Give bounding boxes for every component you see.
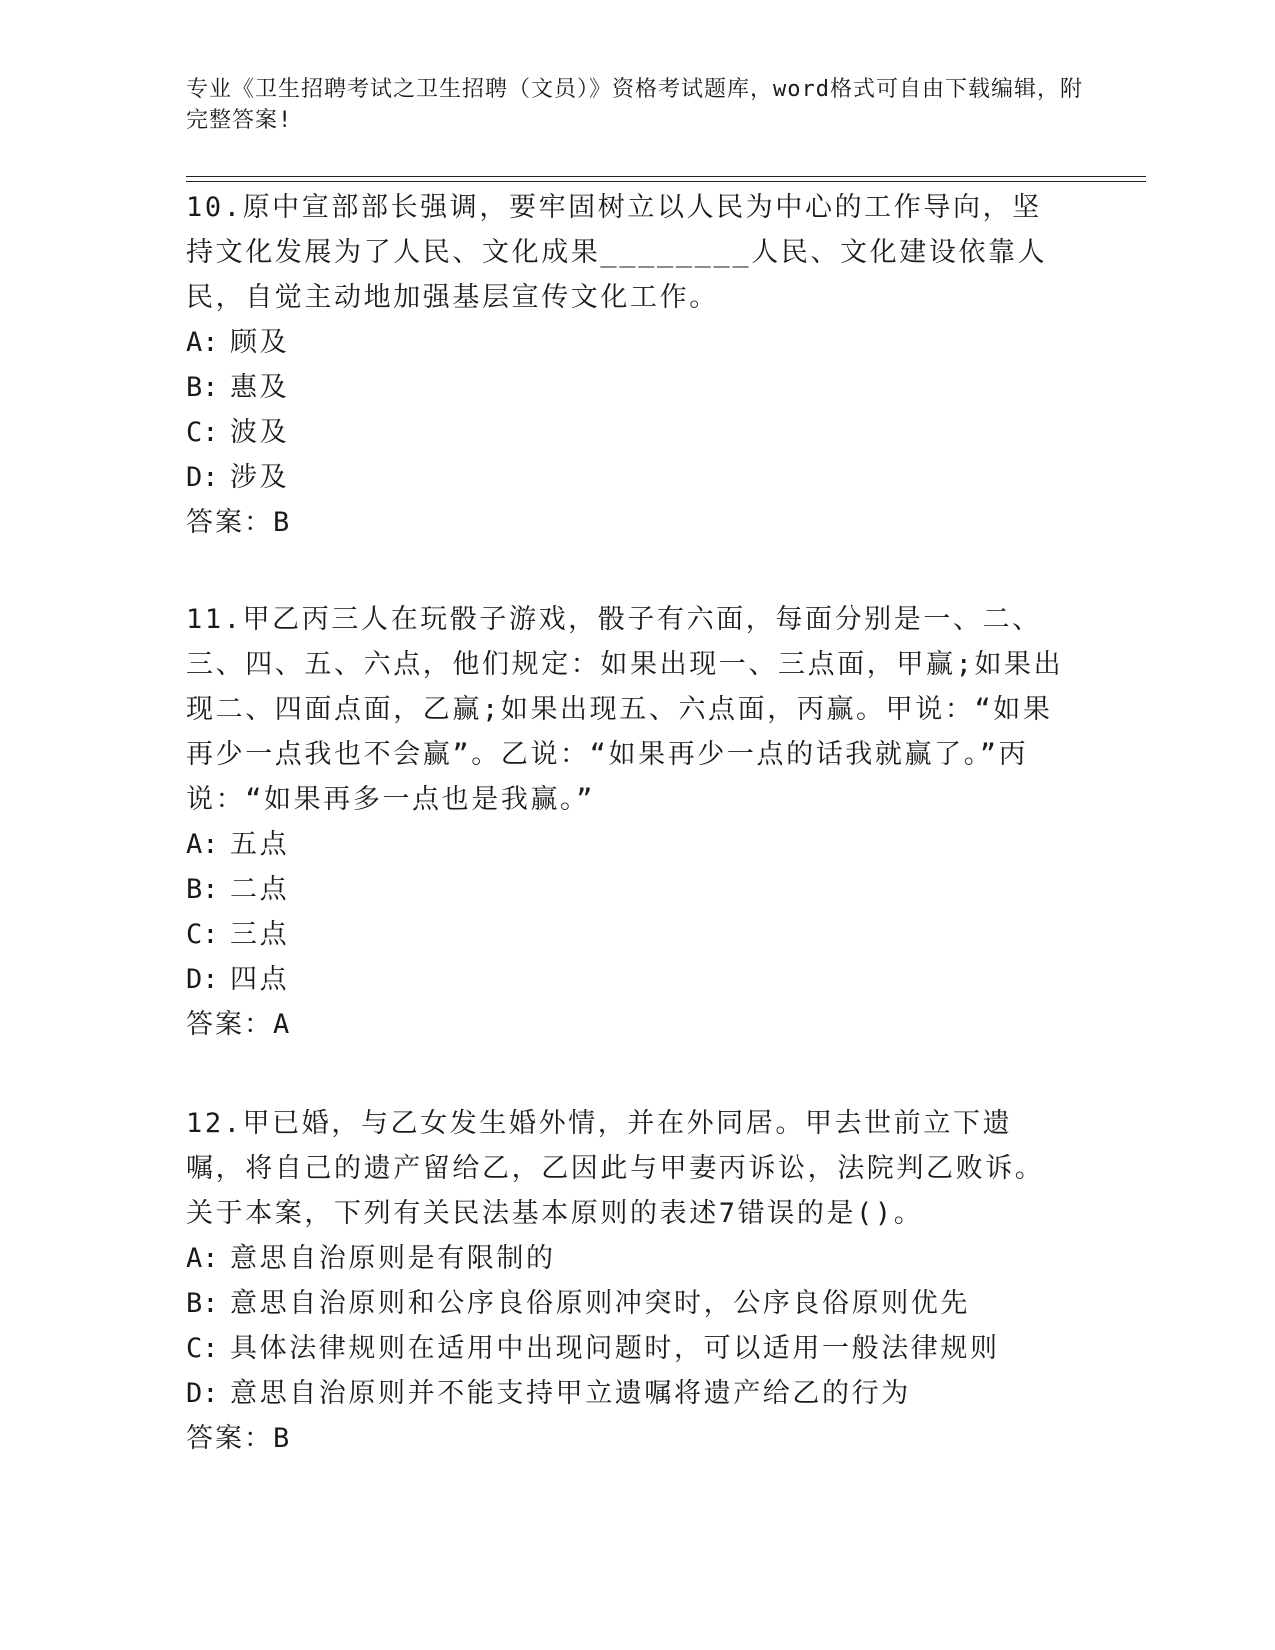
option-text: 惠及 [230,372,290,403]
option-c [186,410,1066,455]
option-d [186,957,1066,1002]
header-divider-top [186,176,1146,177]
document-header: 专业《卫生招聘考试之卫生招聘（文员）》资格考试题库，word格式可自由下载编辑，附完整答案! [186,77,1083,133]
option-c [186,912,1066,957]
question-11 [186,597,1066,1047]
option-d [186,1371,1066,1416]
option-text: 涉及 [230,462,290,493]
option-a [186,822,1066,867]
option-label: B: [186,1288,219,1319]
option-a [186,1236,1066,1281]
option-text: 顾及 [230,327,290,358]
option-label: C: [186,919,219,950]
answer-line: 答案：A [186,1009,292,1040]
answer-line: 答案：B [186,507,292,538]
option-a [186,320,1066,365]
question-stem: 12.甲已婚，与乙女发生婚外情，并在外同居。甲去世前立下遗嘱，将自己的遗产留给乙，乙因此与甲妻丙诉讼，法院判乙败诉。关于本案，下列有关民法基本原则的表述7错误的是()。 [186,1108,1045,1229]
option-label: A: [186,1243,219,1274]
question-12 [186,1101,1066,1461]
option-text: 四点 [230,964,290,995]
option-label: D: [186,462,219,493]
option-text: 二点 [230,874,290,905]
answer-line: 答案：B [186,1423,292,1454]
question-stem: 10.原中宣部部长强调，要牢固树立以人民为中心的工作导向，坚持文化发展为了人民、文化成果________人民、文化建设依靠人民，自觉主动地加强基层宣传文化工作。 [186,192,1048,313]
option-text: 意思自治原则是有限制的 [230,1243,556,1274]
option-label: D: [186,1378,219,1409]
option-label: C: [186,1333,219,1364]
option-label: B: [186,874,219,905]
option-b [186,1281,1066,1326]
option-text: 三点 [230,919,290,950]
option-d [186,455,1066,500]
option-label: D: [186,964,219,995]
question-stem: 11.甲乙丙三人在玩骰子游戏，骰子有六面，每面分别是一、二、三、四、五、六点，他们规定：如果出现一、三点面，甲赢;如果出现二、四面点面，乙赢;如果出现五、六点面，丙赢。甲说：“如果再少一点我也不会赢”。乙说：“如果再少一点的话我就赢了。”丙说：“如果再多一点也是我赢。” [186,604,1064,815]
option-text: 五点 [230,829,290,860]
question-10 [186,185,1066,545]
option-label: C: [186,417,219,448]
option-label: A: [186,829,219,860]
option-b [186,867,1066,912]
option-text: 意思自治原则并不能支持甲立遗嘱将遗产给乙的行为 [230,1378,911,1409]
option-b [186,365,1066,410]
option-c [186,1326,1066,1371]
option-text: 具体法律规则在适用中出现问题时，可以适用一般法律规则 [230,1333,1000,1364]
option-text: 波及 [230,417,290,448]
option-label: B: [186,372,219,403]
option-label: A: [186,327,219,358]
option-text: 意思自治原则和公序良俗原则冲突时，公序良俗原则优先 [230,1288,970,1319]
header-divider-bottom [186,181,1146,182]
